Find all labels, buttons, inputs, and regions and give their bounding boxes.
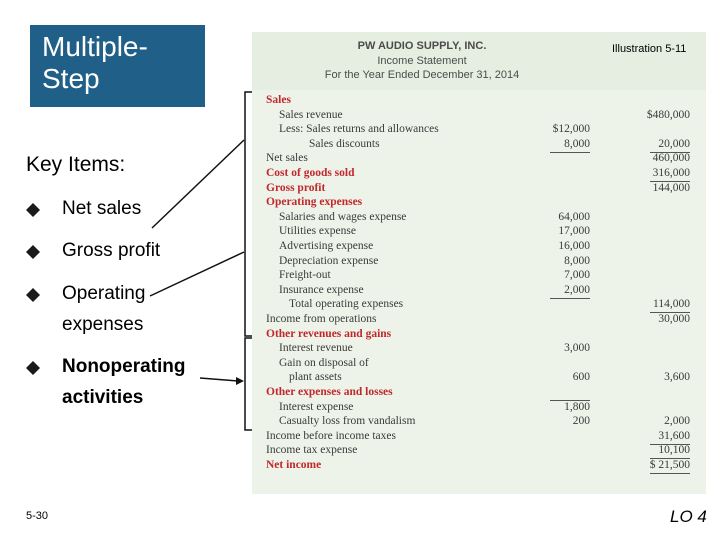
row-label: Income from operations	[266, 313, 377, 325]
row-total: 3,600	[664, 371, 690, 384]
item-net-sales: Net sales	[62, 198, 142, 219]
row-subtotal: 16,000	[558, 240, 590, 252]
row-total: 10,100	[658, 444, 690, 457]
row-subtotal: 2,000	[564, 283, 590, 296]
row-subtotal: 64,000	[558, 210, 590, 223]
row-label: Sales	[266, 94, 291, 106]
row-total: 144,000	[652, 181, 690, 194]
row-total: 31,600	[658, 429, 690, 442]
row-label: Income tax expense	[266, 444, 358, 457]
row-subtotal: 3,000	[564, 342, 590, 355]
row-label: Advertising expense	[279, 240, 374, 252]
slide-title: Multiple- Step	[42, 31, 148, 94]
item-nonoperating: Nonoperating	[62, 356, 186, 377]
key-items-heading: Key Items:	[26, 153, 126, 176]
row-label: Freight-out	[279, 269, 331, 282]
underline-rule	[550, 400, 590, 401]
row-label: Other revenues and gains	[266, 327, 392, 340]
row-label: Depreciation expense	[279, 254, 379, 267]
item-activities: activities	[62, 387, 144, 408]
slide-number: 5-30	[26, 510, 49, 522]
row-subtotal: 8,000	[564, 137, 590, 150]
row-label: Casualty loss from vandalism	[279, 415, 416, 428]
row-subtotal: 200	[572, 415, 590, 428]
row-subtotal: 1,800	[564, 400, 590, 413]
row-label: Total operating expenses	[289, 298, 404, 311]
underline-rule	[650, 152, 690, 153]
row-subtotal: 600	[572, 371, 590, 384]
item-expenses: expenses	[62, 314, 144, 335]
row-label: plant assets	[289, 371, 342, 384]
row-label: Interest revenue	[279, 342, 353, 355]
statement-period: For the Year Ended December 31, 2014	[324, 69, 520, 81]
underline-rule	[550, 152, 590, 153]
row-subtotal: 17,000	[558, 225, 590, 238]
row-total: 20,000	[658, 137, 690, 150]
row-subtotal: 8,000	[564, 254, 590, 267]
row-label: Operating expenses	[266, 196, 363, 209]
row-total: $ 21,500	[649, 459, 690, 471]
row-label: Income before income taxes	[266, 429, 396, 442]
row-label: Sales discounts	[309, 137, 380, 150]
row-total: 460,000	[652, 152, 690, 165]
row-label: Interest expense	[279, 400, 354, 413]
row-total: $480,000	[646, 108, 690, 121]
row-label: Other expenses and losses	[266, 386, 393, 398]
row-label: Utilities expense	[279, 225, 356, 238]
underline-rule	[650, 458, 690, 459]
illustration-label: Illustration 5-11	[612, 43, 687, 55]
underline-rule	[550, 298, 590, 299]
learning-objective: LO 4	[670, 507, 707, 526]
row-label: Less: Sales returns and allowances	[279, 123, 439, 136]
statement-name: Income Statement	[377, 55, 467, 67]
row-label: Gross profit	[266, 181, 326, 194]
row-label: Net income	[266, 459, 322, 471]
underline-rule	[650, 444, 690, 445]
row-label: Insurance expense	[279, 283, 364, 296]
row-label: Gain on disposal of	[279, 356, 369, 369]
row-label: Salaries and wages expense	[279, 210, 407, 223]
underline-rule	[650, 312, 690, 313]
row-total: 30,000	[658, 313, 690, 325]
row-total: 114,000	[653, 298, 690, 311]
company-name: PW AUDIO SUPPLY, INC.	[357, 40, 487, 52]
underline-rule	[650, 181, 690, 182]
item-operating: Operating	[62, 283, 146, 304]
row-total: 316,000	[652, 167, 690, 179]
row-subtotal: $12,000	[552, 123, 590, 136]
underline-rule	[650, 473, 690, 474]
row-label: Net sales	[266, 152, 308, 165]
row-label: Cost of goods sold	[266, 167, 355, 179]
row-total: 2,000	[664, 415, 690, 428]
row-subtotal: 7,000	[564, 269, 590, 282]
row-label: Sales revenue	[279, 108, 343, 121]
item-gross-profit: Gross profit	[62, 240, 161, 261]
